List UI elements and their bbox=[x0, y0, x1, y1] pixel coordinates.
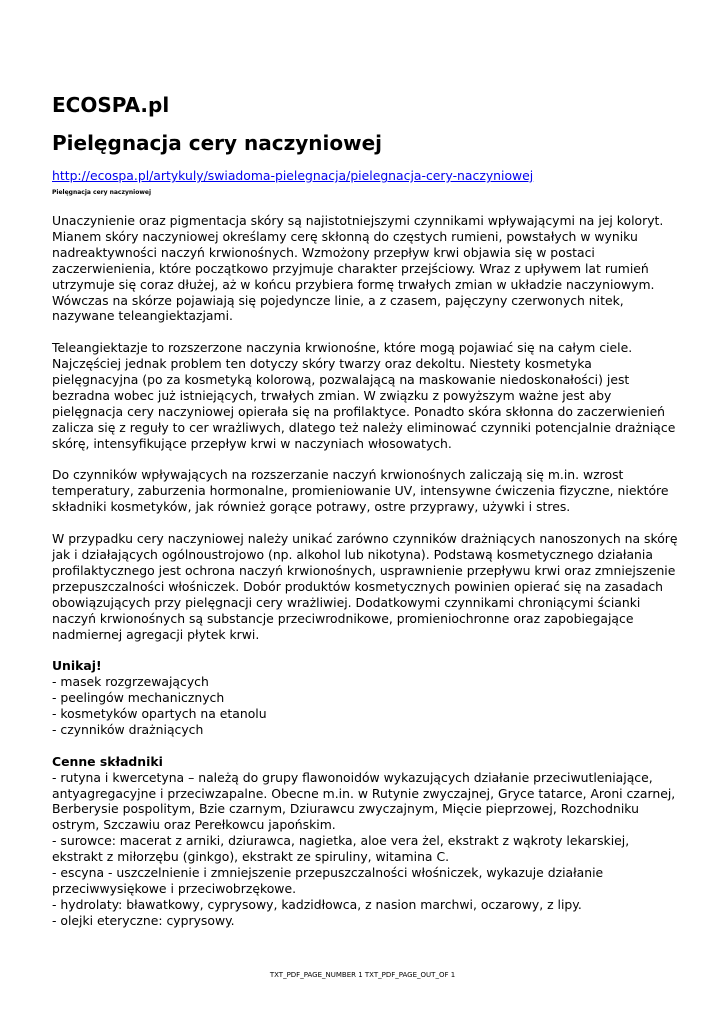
ingredient-item: - surowce: macerat z arniki, dziurawca, nagietka, aloe vera żel, ekstrakt z wąkroty lekarskiej, ekstrakt z miłorzębu (ginkgo), ekstrakt ze spiruliny, witamina C. bbox=[52, 833, 630, 865]
avoid-item: - czynników drażniących bbox=[52, 721, 204, 737]
page-footer: TXT_PDF_PAGE_NUMBER 1 TXT_PDF_PAGE_OUT_OF 1 bbox=[269, 971, 456, 979]
avoid-item: - masek rozgrzewających bbox=[52, 674, 209, 690]
source-link[interactable]: http://ecospa.pl/artykuly/swiadoma-pielegnacja/pielegnacja-cery-naczyniowej bbox=[52, 168, 534, 183]
avoid-item: - kosmetyków opartych na etanolu bbox=[52, 706, 267, 722]
small-article-label: Pielęgnacja cery naczyniowej bbox=[52, 189, 151, 196]
paragraph: Do czynników wpływających na rozszerzanie naczyń krwionośnych zaliczają się m.in. wzrost temperatury, zaburzenia hormonalne, promieniowanie UV, intensywne ćwiczenia fizyczne, niektóre składniki kosmetyków, jak również gorące potrawy, ostre przyprawy, używki i stres. bbox=[52, 467, 669, 515]
ingredient-item: - hydrolaty: bławatkowy, cyprysowy, kadzidłowca, z nasion marchwi, oczarowy, z lipy. bbox=[52, 896, 582, 912]
paragraph: Teleangiektazje to rozszerzone naczynia krwionośne, które mogą pojawiać się na całym ciele. Najczęściej jednak problem ten dotyczy skóry twarzy oraz dekoltu. Niestety kosmetyka pielęgnacyjna (po za kosmetyką kolorową, pozwalającą na maskowanie niedoskonałości) jest bezradna wobec już istniejących, trwałych zmian. W związku z powyższym ważne jest aby pielęgnacja cery naczyniowej opierała się na profilaktyce. Ponadto skóra skłonna do zaczerwienień zalicza się z reguły to cer wrażliwych, dlatego też należy eliminować czynniki potencjalnie drażniące skórę, intensyfikujące przepływ krwi w naczyniach włosowatych. bbox=[52, 340, 676, 451]
ingredient-item: - olejki eteryczne: cyprysowy. bbox=[52, 912, 235, 928]
avoid-heading: Unikaj! bbox=[52, 658, 102, 674]
article-title: Pielęgnacja cery naczyniowej bbox=[52, 131, 382, 155]
ingredient-item: - escyna - uszczelnienie i zmniejszenie przepuszczalności włośniczek, wykazuje działanie przeciwwysiękowe i przeciwobrzękowe. bbox=[52, 865, 604, 896]
ingredients-heading: Cenne składniki bbox=[52, 753, 163, 769]
ingredients-section bbox=[52, 754, 680, 929]
article-body bbox=[52, 213, 680, 929]
paragraph: W przypadku cery naczyniowej należy unikać zarówno czynników drażniących nanoszonych na skórę jak i działających ogólnoustrojowo (np. alkohol lub nikotyna). Podstawą kosmetycznego działania profilaktycznego jest ochrona naczyń krwionośnych, usprawnienie przepływu krwi oraz zmniejszenie przepuszczalności włośniczek. Dobór produktów kosmetycznych powinien opierać się na zasadach obowiązujących przy pielęgnacji cery wrażliwiej. Dodatkowymi czynnikami chroniącymi ścianki naczyń krwionośnych są substancje przeciwrodnikowe, promieniochronne oraz zapobiegające nadmiernej agregacji płytek krwi. bbox=[52, 531, 678, 642]
ingredient-item: - rutyna i kwercetyna – należą do grupy flawonoidów wykazujących działanie przeciwutleniające, antyagregacyjne i przeciwzapalne. Obecne m.in. w Rutynie zwyczajnej, Gryce tatarce, Aroni czarnej, Berberysie pospolitym, Bzie czarnym, Dziurawcu zwyczajnym, Mięcie pieprzowej, Rozchodniku ostrym, Szczawiu oraz Perełkowcu japońskim. bbox=[52, 769, 676, 833]
document-page bbox=[52, 91, 680, 945]
paragraph: Unaczynienie oraz pigmentacja skóry są najistotniejszymi czynnikami wpływającymi na jej koloryt. Mianem skóry naczyniowej określamy cerę skłonną do częstych rumieni, powstałych w wyniku nadreaktywności naczyń krwionośnych. Wzmożony przepływ krwi objawia się w postaci zaczerwienienia, które początkowo przyjmuje charakter przejściowy. Wraz z upływem lat rumień utrzymuje się coraz dłużej, aż w końcu przybiera formę trwałych zmian w układzie naczyniowym. Wówczas na skórze pojawiają się pojedyncze linie, a z czasem, pajęczyny czerwonych nitek, nazywane teleangiektazjami. bbox=[52, 213, 664, 324]
site-title: ECOSPA.pl bbox=[52, 93, 170, 117]
avoid-item: - peelingów mechanicznych bbox=[52, 690, 225, 706]
avoid-section bbox=[52, 658, 680, 738]
